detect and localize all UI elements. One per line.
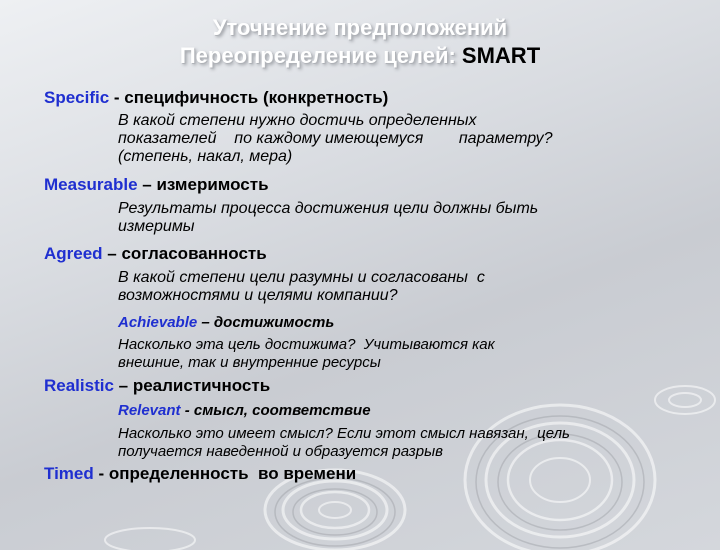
- sub-relevant-rest: - смысл, соответствие: [180, 402, 371, 419]
- sub-achievable-heading: [118, 314, 334, 331]
- item-realistic-rest: – реалистичность: [113, 376, 271, 395]
- item-specific-rest: - специфичность (конкретность): [109, 88, 389, 107]
- item-specific-heading: [44, 88, 388, 108]
- desc-line: возможностями и целями компании?: [118, 287, 398, 304]
- sub-relevant-desc: [118, 425, 678, 461]
- desc-line: измеримы: [118, 218, 195, 235]
- item-timed-heading: [44, 464, 356, 484]
- keyword-realistic: Realistic: [44, 376, 114, 395]
- sub-achievable-rest: – достижимость: [197, 314, 335, 331]
- item-agreed-rest: – согласованность: [102, 244, 267, 263]
- title-line-1: Уточнение предположений: [212, 15, 508, 40]
- sub-relevant-heading: [118, 402, 371, 419]
- sub-achievable-desc: [118, 336, 668, 372]
- desc-line: В какой степени нужно достичь определенных: [118, 112, 477, 129]
- keyword-achievable: Achievable: [118, 314, 198, 331]
- desc-line: В какой степени цели разумны и согласованы с: [118, 269, 485, 286]
- keyword-measurable: Measurable: [44, 175, 138, 194]
- item-specific-desc: [118, 112, 668, 166]
- desc-line: Насколько это имеет смысл? Если этот смысл навязан, цель: [118, 425, 570, 442]
- keyword-specific: Specific: [44, 88, 110, 107]
- desc-line: (степень, накал, мера): [118, 148, 293, 165]
- keyword-timed: Timed: [44, 464, 94, 483]
- desc-line: Результаты процесса достижения цели должны быть: [118, 200, 539, 217]
- desc-line: внешние, так и внутренние ресурсы: [118, 354, 381, 371]
- keyword-agreed: Agreed: [44, 244, 103, 263]
- title-line-2-text: Переопределение целей:: [179, 43, 456, 68]
- desc-line: получается наведенной и образуется разрыв: [118, 443, 443, 460]
- item-measurable-heading: [44, 175, 269, 195]
- keyword-relevant: Relevant: [118, 402, 181, 419]
- item-timed-rest: - определенность во времени: [93, 464, 357, 483]
- item-measurable-desc: [118, 200, 668, 236]
- item-agreed-heading: [44, 244, 267, 264]
- item-realistic-heading: [44, 376, 270, 396]
- desc-line: Насколько эта цель достижима? Учитываются как: [118, 336, 495, 353]
- item-measurable-rest: – измеримость: [137, 175, 269, 194]
- item-agreed-desc: [118, 269, 668, 305]
- title-smart: SMART: [461, 43, 541, 68]
- desc-line: показателей по каждому имеющемуся параметру?: [118, 130, 553, 147]
